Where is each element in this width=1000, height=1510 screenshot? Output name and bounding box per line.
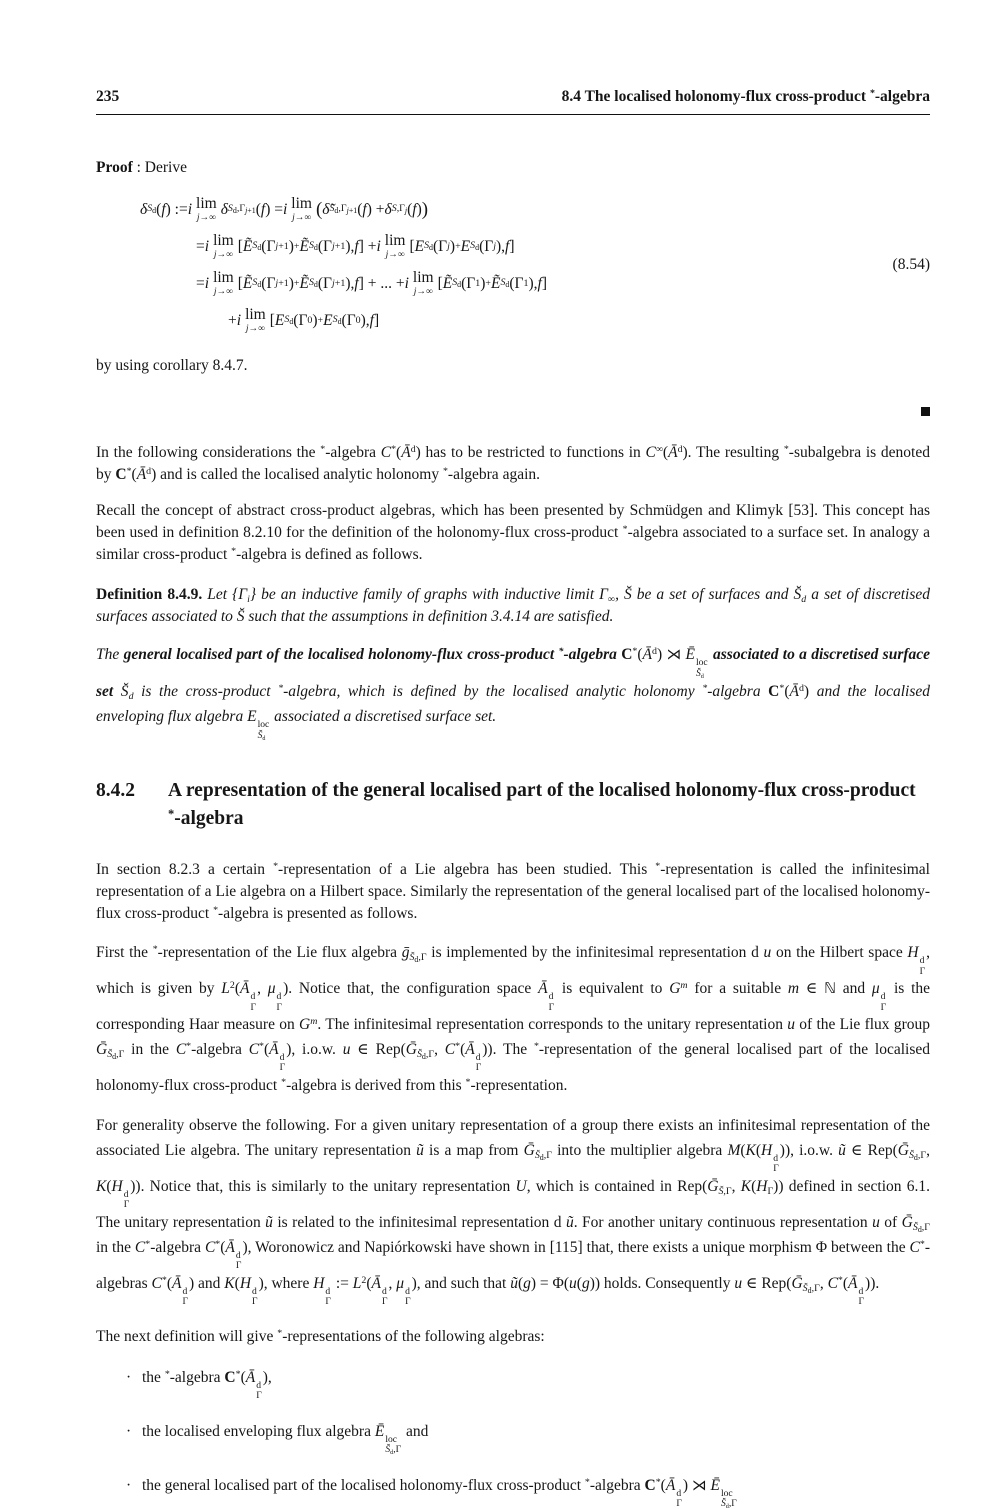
bullet-marker: · [126,1368,132,1386]
paragraph-restriction: In the following considerations the *-algebra $C^*(Ā^d)$ has to be restricted to functions in $C^\infty(Ā^d)$. The resulting *-subalgebra is denoted by $C^*(Ā^d)$ and is called the localised analytic holonomy *-algebra again. [96,444,930,483]
section-number: 8.4.2 [96,780,135,802]
bullet-marker: · [126,1476,132,1494]
list-item [126,1474,930,1510]
algebra-list [96,1366,930,1510]
paragraph-recall: Recall the concept of abstract cross-product algebras, which has been presented by Schmüdgen and Klimyk [53]. This concept has been used in definition 8.2.10 for the definition of the holonomy-flux cross-product *-algebra associated to a surface set. In analogy a similar cross-product *-algebra is defined as follows. [96,502,930,563]
equation-line-3: = i lim j→∞ [ Ẽ $S_d$ (Γ j+1 ) + Ẽ $S_d$ (Γ j+1 ), f ] + ... + i lim j→∞ [ Ẽ $S_d$ (Γ 1 ) + Ẽ $S_d$ (Γ 1 ), f ] [196,268,547,298]
list-item-text: the localised enveloping flux algebra Ē loc $S̆_d,\Gamma$ and [142,1422,429,1457]
paragraph-flux-representation: First the *-representation of the Lie flux algebra ḡ$_{S̆_d,\Gamma}$ is implemented by the infinitesimal representation d u on the Hilbert space H d Γ , which is given by $L^2(Ā$ d Γ , μ d Γ ). Notice that, the configuration space Ā d Γ is equivalent to $G^m$ for a suitable m ∈ ℕ and μ d Γ is the corresponding Haar measure on $G^m$. The infinitesimal representation corresponds to the unitary representation u of the Lie flux group Ḡ$_{S̆_d,\Gamma}$ in the C*-algebra C*(Ā d Γ ), i.o.w. u ∈ Rep(Ḡ$_{S̆_d,\Gamma}$, C*(Ā d Γ )). The *-representation of the general localised part of the localised holonomy-flux cross-product *-algebra is derived from this *-representation. [96,944,931,1094]
equation-line-1: δ $S_d$ ( f ) := i lim j→∞ δ $S_d,\Gamma_{j+1}$ ( f ) = i lim j→∞ ( δ̃ $S_d,\Gamma_{j+1}$ ( f ) + δ $S,\Gamma_j$ ( f ) ) [140,194,429,224]
equation-line-2: = i lim j→∞ [ Ẽ $S_d$ (Γ j+1 ) + Ẽ $S_d$ (Γ j+1 ), f ] + i lim j→∞ [ E $S_d$ (Γ j ) + E $S_d$ (Γ j ), f ] [196,231,515,261]
section-title: A representation of the general localised part of the localised holonomy-flux cross-product *-algebra [168,780,916,830]
equation-line-4: + i lim j→∞ [ E $S_d$ (Γ 0 ) + E $S_d$ (Γ 0 ), f ] [228,305,380,335]
bullet-marker: · [126,1422,132,1440]
running-section-title: 8.4 The localised holonomy-flux cross-product *-algebra [561,88,930,105]
proof-lead-text: : Derive [132,159,187,176]
paragraph-next-definition: The next definition will give *-representations of the following algebras: [96,1327,545,1345]
page-header [96,86,930,115]
qed-square-icon [921,407,930,416]
proof-heading [96,157,930,179]
list-item-text: the *-algebra C*(Ā d Γ ), [142,1368,272,1402]
list-item [126,1420,930,1456]
definition-body: The general localised part of the localised holonomy-flux cross-product *-algebra $C^*(Ā^d)$ ⋊ Ē loc $S̆_d$ associated to a discretised surface set $S̆_d$ is the cross-product *-algebra, which is defined by the localised analytic holonomy *-algebra $C^*(Ā^d)$ and the localised enveloping flux algebra E loc $S̆_d$ associated a discretised surface set. [96,646,931,742]
list-item-text: the general localised part of the localised holonomy-flux cross-product *-algebra C*(Ā d Γ ) ⋊ Ē loc $S̆_d,\Gamma$ [142,1476,737,1510]
page-content [96,0,930,1510]
equation-block [96,191,930,339]
paragraph-generality: For generality observe the following. For a given unitary representation of a group there exists an infinitesimal representation of the associated Lie algebra. The unitary representation ũ is a map from Ḡ$_{S̆_d,\Gamma}$ into the multiplier algebra M(K(H d Γ )), i.o.w. ũ ∈ Rep(Ḡ$_{S̆_d,\Gamma}$, K(H d Γ )). Notice that, this is similarly to the unitary representation U, which is contained in Rep(Ḡ$_{S̆,\Gamma}$, $K(H_\Gamma)$) defined in section 6.1. The unitary representation ũ is related to the infinitesimal representation d ũ. For another unitary continuous representation u of Ḡ$_{S̆_d,\Gamma}$ in the C*-algebra C*(Ā d Γ ), Woronowicz and Napiórkowski have shown in [115] that, there exists a unique morphism Φ between the C*-algebras C*(Ā d Γ ) and K(H d Γ ), where H d Γ := $L^2(Ā$ d Γ , μ d Γ ), and such that ũ(g) = Φ(u(g)) holds. Consequently u ∈ Rep(Ḡ$_{S̆_d,\Gamma}$, C*(Ā d Γ )). [96,1117,931,1308]
paragraph-section-intro: In section 8.2.3 a certain *-representation of a Lie algebra has been studied. This *-representation is called the infinitesimal representation of a Lie algebra on a Hilbert space. Similarly the representation of the general localised part of the localised holonomy-flux cross-product *-algebra is presented as follows. [96,861,930,923]
definition-8-4-9: Definition 8.4.9. Let $\{\Gamma_i\}$ be an inductive family of graphs with inductive limit $\Gamma_\infty$, S̆ be a set of surfaces and $S̆_d$ a set of discretised surfaces associated to S̆ such that the assumptions in definition 3.4.14 are satisfied. [96,586,930,625]
page-number: 235 [96,88,120,105]
proof-closing-text: by using corollary 8.4.7. [96,357,248,374]
section-heading [96,777,930,833]
proof-label: Proof [96,159,133,176]
list-item [126,1366,930,1402]
equation-number: (8.54) [892,256,930,273]
